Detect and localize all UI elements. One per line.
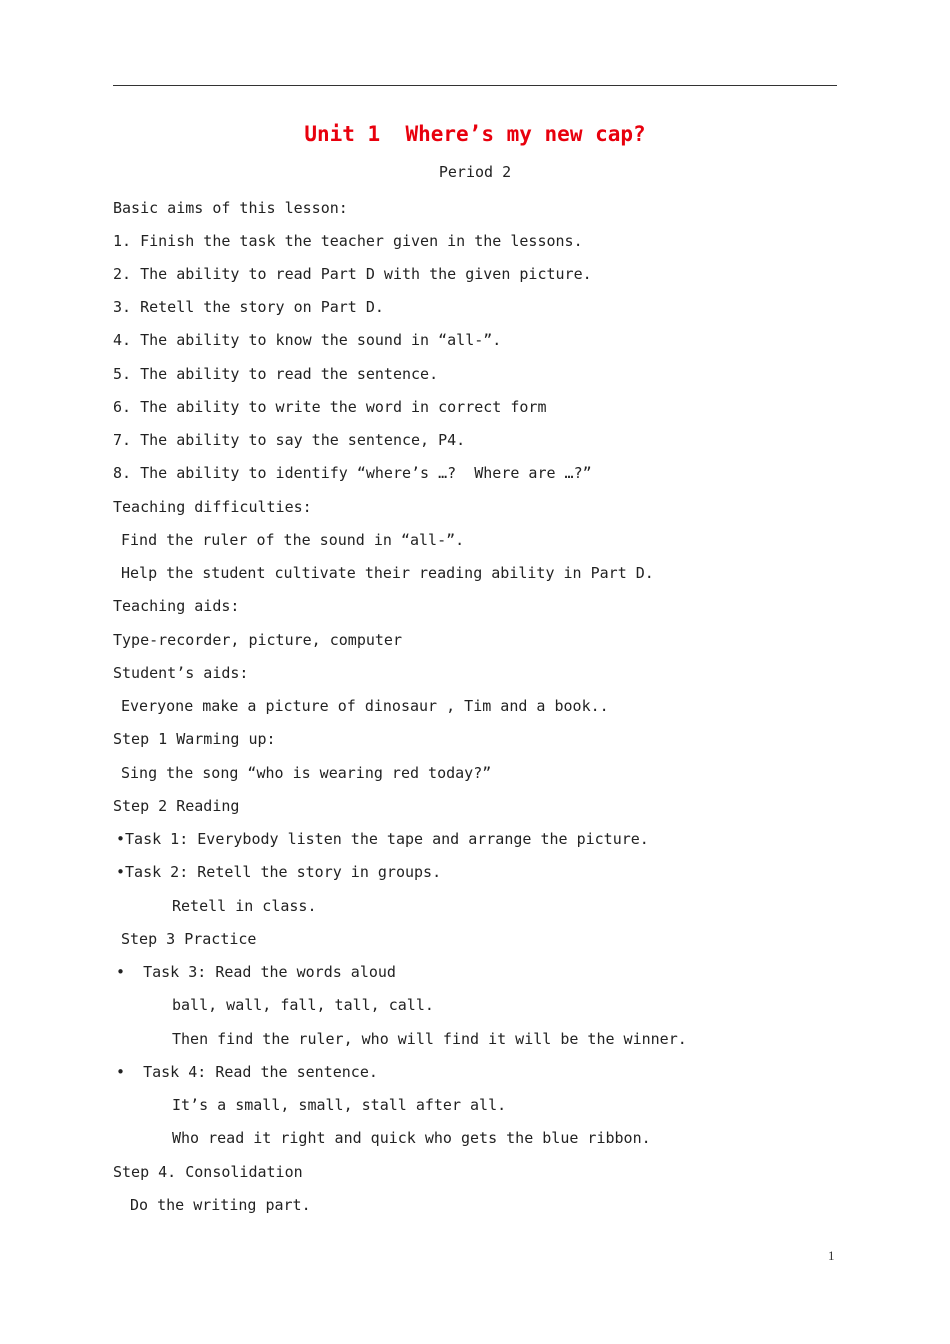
task-4-sentence: It’s a small, small, stall after all. [172,1096,507,1114]
section-heading-difficulties: Teaching difficulties: [113,498,312,516]
difficulty-item-1: Find the ruler of the sound in “all-”. [121,531,465,549]
task-2-subtext: Retell in class. [172,897,317,915]
task-3-instruction: Then find the ruler, who will find it will be the winner. [172,1030,687,1048]
step-1-heading: Step 1 Warming up: [113,730,276,748]
task-4-instruction: Who read it right and quick who gets the blue ribbon. [172,1129,651,1147]
document-subtitle: Period 2 [438,163,512,181]
aim-item-8: 8. The ability to identify “where’s …? Where are …?” [113,464,592,482]
header-rule [113,85,837,86]
section-heading-teaching-aids: Teaching aids: [113,597,240,615]
step-4-heading: Step 4. Consolidation [113,1163,303,1181]
task-3-text: • Task 3: Read the words aloud [116,963,396,981]
task-1-text: •Task 1: Everybody listen the tape and arrange the picture. [116,830,649,848]
aim-item-5: 5. The ability to read the sentence. [113,365,439,383]
aim-item-4: 4. The ability to know the sound in “all-”. [113,331,502,349]
step-3-heading: Step 3 Practice [121,930,257,948]
step-2-heading: Step 2 Reading [113,797,240,815]
aim-item-6: 6. The ability to write the word in correct form [113,398,547,416]
aim-item-7: 7. The ability to say the sentence, P4. [113,431,466,449]
section-heading-aims: Basic aims of this lesson: [113,199,348,217]
aim-item-3: 3. Retell the story on Part D. [113,298,384,316]
step-4-text: Do the writing part. [130,1196,311,1214]
task-4-text: • Task 4: Read the sentence. [116,1063,378,1081]
task-2-text: •Task 2: Retell the story in groups. [116,863,442,881]
task-3-words: ball, wall, fall, tall, call. [172,996,434,1014]
aim-item-1: 1. Finish the task the teacher given in the lessons. [113,232,583,250]
page-number: 1 [828,1248,835,1263]
section-heading-student-aids: Student’s aids: [113,664,249,682]
teaching-aids-text: Type-recorder, picture, computer [113,631,402,649]
document-title: Unit 1 Where’s my new cap? [304,122,646,146]
step-1-text: Sing the song “who is wearing red today?” [121,764,492,782]
aim-item-2: 2. The ability to read Part D with the given picture. [113,265,592,283]
student-aids-text: Everyone make a picture of dinosaur , Tim and a book.. [121,697,609,715]
difficulty-item-2: Help the student cultivate their reading ability in Part D. [121,564,654,582]
